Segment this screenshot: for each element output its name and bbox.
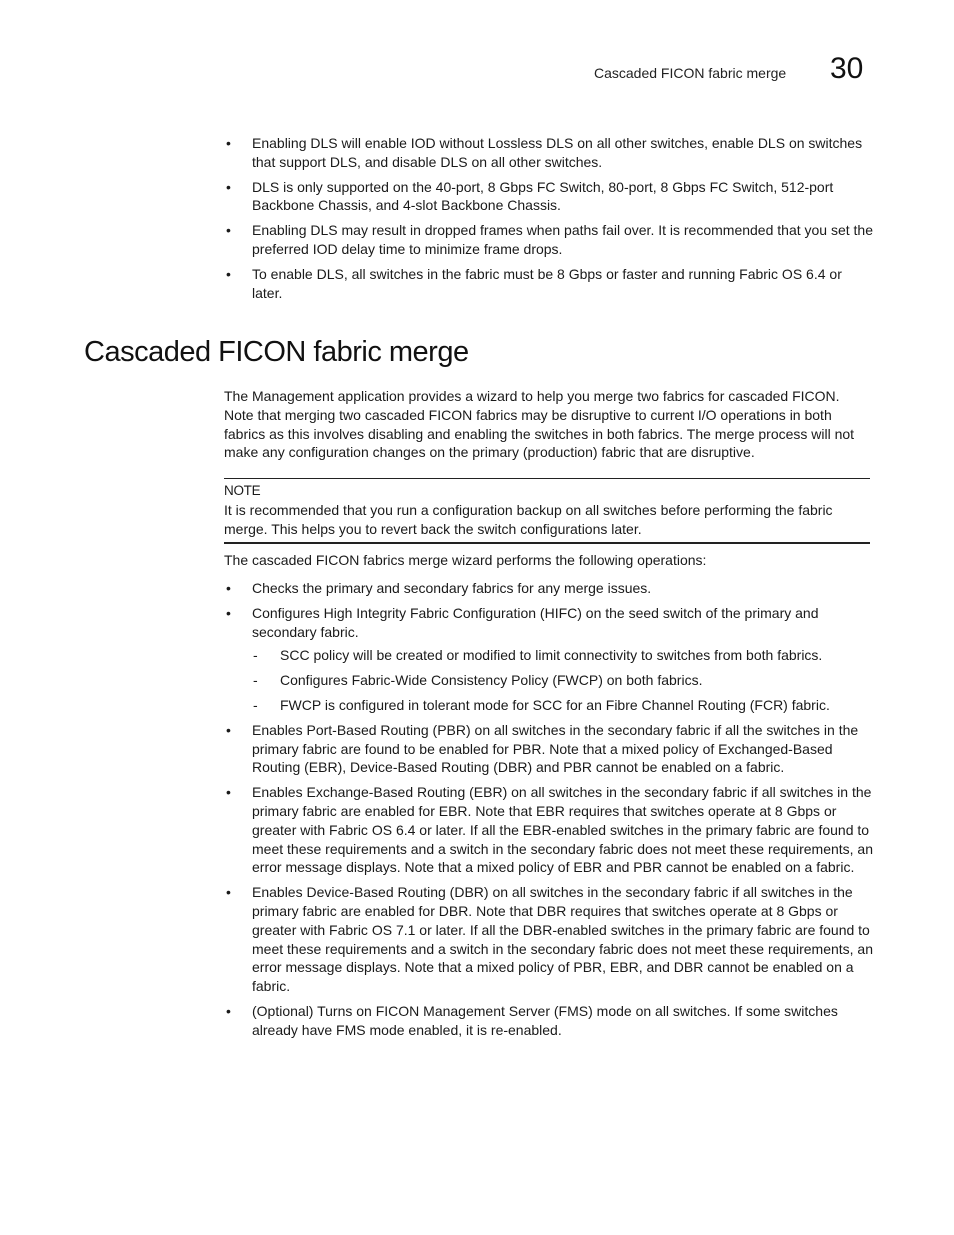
section-heading: Cascaded FICON fabric merge bbox=[84, 336, 469, 368]
list-item bbox=[224, 178, 874, 216]
sublist-item-text: Configures Fabric-Wide Consistency Policy (FWCP) on both fabrics. bbox=[280, 672, 703, 689]
note-box bbox=[224, 478, 870, 544]
list-item-text: Enabling DLS will enable IOD without Lossless DLS on all other switches, enable DLS on switches that support DLS, and disable DLS on all other switches. bbox=[252, 135, 863, 170]
list-item bbox=[224, 1002, 874, 1040]
list-item-text: (Optional) Turns on FICON Management Server (FMS) mode on all switches. If some switches already have FMS mode enabled, it is re-enabled. bbox=[252, 1002, 838, 1038]
bullet-icon: • bbox=[226, 222, 231, 239]
intro-paragraph: The Management application provides a wizard to help you merge two fabrics for cascaded FICON. Note that merging two cascaded FICON fabrics may be disruptive to current I/O operations in both fabrics as this involves disabling and enabling the switches in both fabrics. The merge process will not make any configuration changes on the primary (production) fabric that are disruptive. bbox=[224, 388, 855, 461]
list-item bbox=[224, 721, 874, 777]
dls-bullet-list bbox=[224, 134, 874, 308]
list-item-text: Checks the primary and secondary fabrics for any merge issues. bbox=[252, 580, 652, 596]
sublist-item-text: SCC policy will be created or modified to limit connectivity to switches from both fabrics. bbox=[280, 647, 823, 664]
bullet-icon: • bbox=[226, 784, 231, 801]
list-item bbox=[224, 604, 874, 715]
note-label: NOTE bbox=[224, 483, 261, 498]
list-item bbox=[224, 265, 874, 303]
list-item bbox=[224, 221, 874, 259]
dash-icon: - bbox=[253, 647, 258, 664]
sublist-item bbox=[252, 696, 874, 715]
list-item bbox=[224, 783, 874, 877]
dash-icon: - bbox=[253, 672, 258, 689]
bullet-icon: • bbox=[226, 580, 231, 596]
bullet-icon: • bbox=[226, 1002, 231, 1019]
list-item-text: Configures High Integrity Fabric Configuration (HIFC) on the seed switch of the primary and secondary fabric. bbox=[252, 604, 819, 640]
bullet-icon: • bbox=[226, 604, 231, 621]
sublist-item bbox=[252, 646, 874, 665]
list-item-text: To enable DLS, all switches in the fabric must be 8 Gbps or faster and running Fabric OS 6.4 or later. bbox=[252, 265, 842, 301]
list-item-text: DLS is only supported on the 40-port, 8 Gbps FC Switch, 80-port, 8 Gbps FC Switch, 512-port Backbone Chassis, and 4-slot Backbone Chassis. bbox=[252, 178, 834, 214]
sublist-item bbox=[252, 671, 874, 690]
operations-list bbox=[224, 579, 874, 1046]
list-item bbox=[224, 579, 874, 598]
running-header-title: Cascaded FICON fabric merge bbox=[594, 65, 787, 81]
chapter-number: 30 bbox=[830, 52, 864, 85]
bullet-icon: • bbox=[226, 265, 231, 282]
bullet-icon: • bbox=[226, 721, 231, 738]
bullet-icon: • bbox=[226, 135, 231, 151]
hifc-sublist bbox=[252, 646, 874, 714]
list-item bbox=[224, 883, 874, 996]
list-item bbox=[224, 134, 874, 172]
note-text: It is recommended that you run a configuration backup on all switches before performing the fabric merge. This helps you to revert back the switch configurations later. bbox=[224, 501, 833, 537]
operations-intro: The cascaded FICON fabrics merge wizard performs the following operations: bbox=[224, 552, 707, 568]
list-item-text: Enables Exchange-Based Routing (EBR) on all switches in the secondary fabric if all switches in the primary fabric are enabled for EBR. Note that EBR requires that switches operate at 8 Gbps or greater with Fabric OS 6.4 or later. If all the EBR-enabled switches in the primary fabric are found to meet these requirements and a switch in the secondary fabric does not meet these requirements, an error message displays. Note that a mixed policy of EBR and PBR cannot be enabled on a fabric. bbox=[252, 784, 874, 876]
dash-icon: - bbox=[253, 696, 258, 713]
bullet-icon: • bbox=[226, 884, 231, 901]
bullet-icon: • bbox=[226, 178, 231, 195]
list-item-text: Enables Port-Based Routing (PBR) on all switches in the secondary fabric if all the switches in the primary fabric are found to be enabled for PBR. Note that a mixed policy of Exchanged-Based Routing (EBR), Device-Based Routing (DBR) and PBR cannot be enabled on a fabric. bbox=[252, 721, 859, 776]
list-item-text: Enabling DLS may result in dropped frames when paths fail over. It is recommended that you set the preferred IOD delay time to minimize frame drops. bbox=[252, 222, 873, 257]
list-item-text: Enables Device-Based Routing (DBR) on all switches in the secondary fabric if all switches in the primary fabric are enabled for DBR. Note that DBR requires that switches operate at 8 Gbps or greater with Fabric OS 7.1 or later. If all the DBR-enabled switches in the primary fabric are found to meet these requirements and a switch in the secondary fabric does not meet these requirements, an error message displays. Note that a mixed policy of PBR, EBR, and DBR cannot be enabled on a fabric. bbox=[252, 884, 874, 995]
sublist-item-text: FWCP is configured in tolerant mode for SCC for an Fibre Channel Routing (FCR) fabric. bbox=[280, 696, 830, 713]
